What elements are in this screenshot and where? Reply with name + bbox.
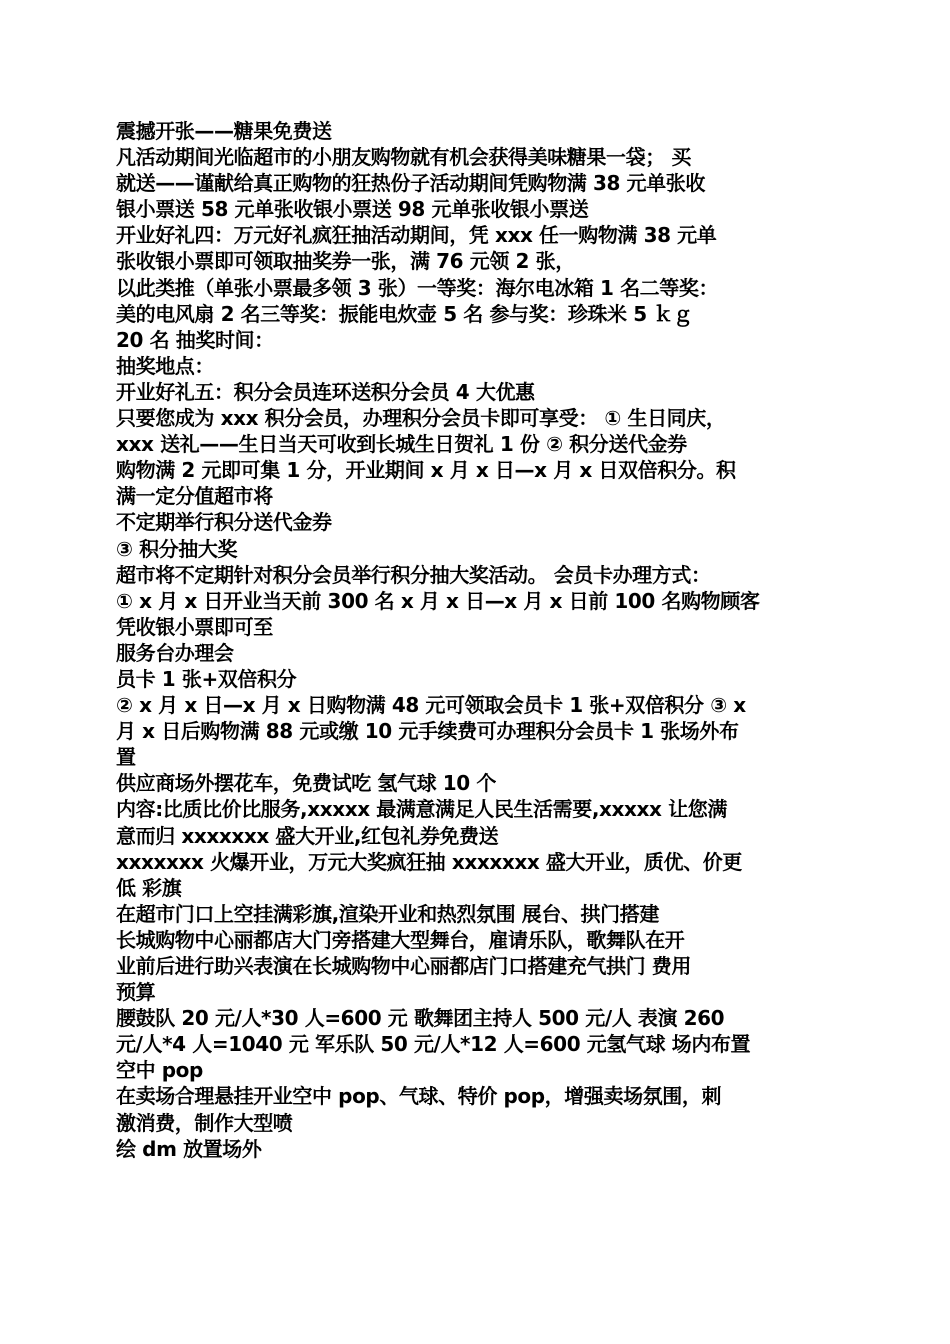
document-line: xxx 送礼——生日当天可收到长城生日贺礼 1 份 ② 积分送代金券 <box>116 432 687 457</box>
document-line: 空中 pop <box>116 1058 203 1083</box>
document-line: 元/人*4 人=1040 元 军乐队 50 元/人*12 人=600 元氢气球 场内布置 <box>116 1032 751 1057</box>
document-line: 低 彩旗 <box>116 875 182 900</box>
document-line: 以此类推（单张小票最多领 3 张）一等奖：海尔电冰箱 1 名二等奖： <box>116 275 719 300</box>
document-line: 张收银小票即可领取抽奖券一张，满 76 元领 2 张， <box>116 249 575 274</box>
document-body <box>116 118 836 1162</box>
document-line: xxxxxxx 火爆开业，万元大奖疯狂抽 xxxxxxx 盛大开业，质优、价更 <box>116 849 742 874</box>
document-line: 银小票送 58 元单张收银小票送 98 元单张收银小票送 <box>116 197 589 222</box>
document-line: 抽奖地点： <box>116 353 214 378</box>
document-line: 美的电风扇 2 名三等奖：振能电炊壶 5 名 参与奖：珍珠米 5 ｋｇ <box>116 301 693 326</box>
document-line: 开业好礼四：万元好礼疯狂抽活动期间，凭 xxx 任一购物满 38 元单 <box>116 223 717 248</box>
document-line: ② x 月 x 日—x 月 x 日购物满 48 元可领取会员卡 1 张+双倍积分 ③ x <box>116 693 746 718</box>
document-line: 供应商场外摆花车，免费试吃 氢气球 10 个 <box>116 771 496 796</box>
document-line: 腰鼓队 20 元/人*30 人=600 元 歌舞团主持人 500 元/人 表演 260 <box>116 1006 725 1031</box>
document-line: 员卡 1 张+双倍积分 <box>116 666 297 691</box>
document-line: 激消费，制作大型喷 <box>116 1110 293 1135</box>
document-line: 开业好礼五：积分会员连环送积分会员 4 大优惠 <box>116 379 535 404</box>
document-line: 超市将不定期针对积分会员举行积分抽大奖活动。 会员卡办理方式： <box>116 562 711 587</box>
document-line: 月 x 日后购物满 88 元或缴 10 元手续费可办理积分会员卡 1 张场外布 <box>116 719 739 744</box>
document-line: 绘 dm 放置场外 <box>116 1136 262 1161</box>
document-line: ① x 月 x 日开业当天前 300 名 x 月 x 日—x 月 x 日前 100 名购物顾客 <box>116 588 760 613</box>
document-line: 业前后进行助兴表演在长城购物中心丽都店门口搭建充气拱门 费用 <box>116 954 691 978</box>
document-line: 意而归 xxxxxxx 盛大开业,红包礼券免费送 <box>116 823 499 848</box>
document-line: 20 名 抽奖时间： <box>116 327 274 352</box>
document-line: 震撼开张——糖果免费送 <box>116 119 332 143</box>
document-line: 满一定分值超市将 <box>116 484 273 509</box>
document-line: 不定期举行积分送代金券 <box>116 510 332 535</box>
document-line: 内容:比质比价比服务,xxxxx 最满意满足人民生活需要,xxxxx 让您满 <box>116 797 727 822</box>
document-line: 在超市门口上空挂满彩旗,渲染开业和热烈氛围 展台、拱门搭建 <box>116 901 659 926</box>
document-line: ③ 积分抽大奖 <box>116 536 238 561</box>
document-line: 凭收银小票即可至 <box>116 614 273 639</box>
document-line: 置 <box>116 745 136 770</box>
document-line: 凡活动期间光临超市的小朋友购物就有机会获得美味糖果一袋； 买 <box>116 145 691 170</box>
document-line: 在卖场合理悬挂开业空中 pop、气球、特价 pop，增强卖场氛围，刺 <box>116 1084 722 1109</box>
document-line: 长城购物中心丽都店大门旁搭建大型舞台，雇请乐队，歌舞队在开 <box>116 927 685 952</box>
document-line: 就送——谨献给真正购物的狂热份子活动期间凭购物满 38 元单张收 <box>116 171 705 196</box>
document-line: 购物满 2 元即可集 1 分，开业期间 x 月 x 日—x 月 x 日双倍积分。积 <box>116 458 736 483</box>
document-line: 预算 <box>116 980 156 1005</box>
document-line: 服务台办理会 <box>116 640 234 665</box>
document-line: 只要您成为 xxx 积分会员，办理积分会员卡即可享受： ① 生日同庆， <box>116 406 726 431</box>
